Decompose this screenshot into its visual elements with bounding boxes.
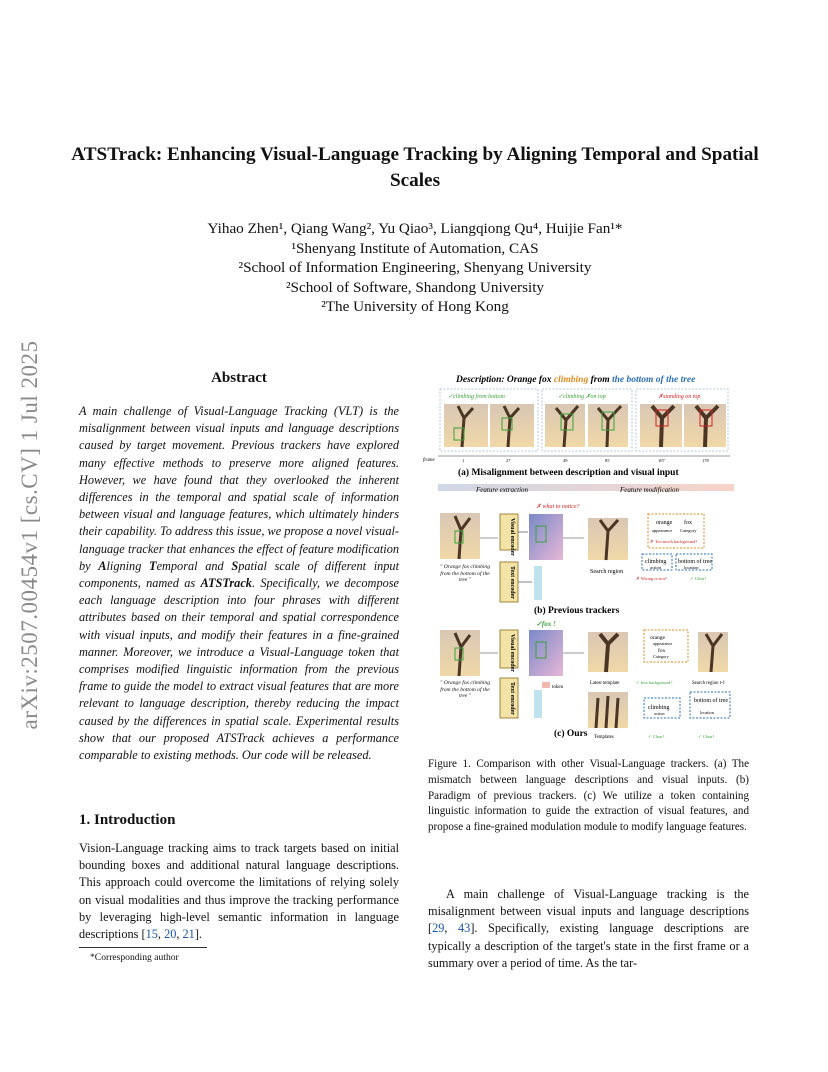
word-orange: orange <box>656 520 673 526</box>
tag-a1: ✓climbing from bottom <box>448 394 505 400</box>
intro-end: ]. <box>194 927 202 942</box>
footnote: *Corresponding author <box>90 952 179 963</box>
word-appearance: appearance <box>653 641 673 646</box>
frame-number: 107 <box>658 458 665 463</box>
token-label: token <box>552 685 564 690</box>
panel-b <box>436 503 712 616</box>
panel-a-caption: (a) Misalignment between description and visual input <box>458 468 679 478</box>
name-part: emporal and <box>156 558 232 573</box>
frame-number: 27 <box>506 458 511 463</box>
word-action: action <box>654 711 665 716</box>
fox-label: ✓fox ! <box>536 620 556 628</box>
templates-label: Templates <box>594 735 614 740</box>
abstract-text-after: . Specifically, we decompose each language description into four phrases with different attributes based on their temporal and spatial correspondence with visual inputs, and modify their features in a fine-grained manner. Moreover, we introduce a Visual-Language token that comprises modified linguistic information from the previous frame to guide the model to extract visual features that are more relevant to language description, thereby reducing the impact caused by the differences in spatial scale. Experimental results show that our proposed ATSTrack achieves a performance comparable to existing methods. Our code will be released. <box>79 576 399 763</box>
citation-link[interactable]: 29 <box>432 921 445 936</box>
right-text-after: ]. Specifically, existing language descriptions are typically a description of the target's state in the first frame or a summary over a period of time. As the tar- <box>428 921 749 970</box>
citation-link[interactable]: 21 <box>182 927 195 942</box>
word-location: location <box>700 710 714 715</box>
arxiv-stamp-text: arXiv:2507.00454v1 [cs.CV] 1 Jul 2025 <box>17 340 42 730</box>
wrong-or-not: ✗ Wrong or not? <box>636 576 667 581</box>
panel-c-caption: (c) Ours <box>554 729 588 739</box>
frame-number: 178 <box>702 458 709 463</box>
word-action: action <box>650 565 661 570</box>
word-category: Category <box>680 528 697 533</box>
introduction-heading: 1. Introduction <box>79 812 176 828</box>
clear-c2: ✓ Clear! <box>698 734 715 739</box>
what-to-notice: ✗ what to notice? <box>536 504 580 510</box>
name-letter-a: A <box>98 558 107 573</box>
quote-text-c: " Orange fox climbing from the bottom of the tree " <box>439 680 491 700</box>
frame-number: 85 <box>605 458 610 463</box>
less-background: ✓ less background ! <box>636 680 673 685</box>
citation-link[interactable]: 20 <box>164 927 177 942</box>
frame-thumbnails <box>444 404 726 447</box>
affiliation-2: ²School of Information Engineering, Shenyang University <box>238 259 592 276</box>
intro-body: Vision-Language tracking aims to track targets based on initial bounding boxes and additional natural language descriptions. This approach could overcome the limitations of relying solely on visual modalities and thus improve the tracking performance by leveraging high-level semantic information in language descriptions [ <box>79 841 399 942</box>
text-encoder-label: Text encoder <box>509 682 515 715</box>
word-appearance: appearance <box>652 528 673 533</box>
affiliation-1: ¹Shenyang Institute of Automation, CAS <box>291 239 539 257</box>
tag-a3: ✗standing on top <box>658 394 701 400</box>
paper-title: ATSTrack: Enhancing Visual-Language Tracking by Aligning Temporal and Spatial Scales <box>71 144 759 191</box>
panel-c <box>436 620 730 740</box>
right-text-before: A main challenge of Visual-Language tracking is the misalignment between visual inputs and language descriptions [ <box>428 887 749 936</box>
tag-a2: ✓climbing ✗on top <box>558 394 606 400</box>
visual-encoder-label: Visual encoder <box>509 518 515 556</box>
citation-link[interactable]: 15 <box>145 927 158 942</box>
name-letter-s: S <box>231 558 239 573</box>
abstract-text <box>79 403 399 764</box>
word-bottom-of-tree: bottom of tree <box>694 698 728 704</box>
panel-b-caption: (b) Previous trackers <box>534 606 620 616</box>
panel-a <box>423 389 730 478</box>
method-name: ATSTrack <box>200 576 252 591</box>
word-category: Category <box>653 654 669 659</box>
abstract-heading: Abstract <box>211 370 267 386</box>
frame-axis-label: frame <box>423 458 435 463</box>
search-region-label: Search region <box>590 569 624 575</box>
name-part: patial scale of different input components, named as <box>79 558 399 591</box>
word-fox: fox <box>658 648 666 654</box>
visual-encoder-label: Visual encoder <box>509 634 515 672</box>
latest-template-label: Latest template <box>590 681 620 686</box>
footnote-divider <box>79 947 207 948</box>
citation-link[interactable]: 43 <box>458 921 471 936</box>
text-encoder-label: Text encoder <box>509 566 515 599</box>
frame-number: 1 <box>462 458 465 463</box>
feature-extraction-label: Feature extraction <box>476 486 529 494</box>
word-location: location <box>684 565 699 570</box>
author-block <box>70 219 760 317</box>
frame-number: 49 <box>563 458 568 463</box>
figure-1 <box>418 368 760 744</box>
arxiv-side-stamp <box>10 320 50 750</box>
search-region-t-label: Search region t-1 <box>692 681 726 686</box>
abstract-text-before: A main challenge of Visual-Language Tracking (VLT) is the misalignment between visual inputs and language descriptions caused by target movement. Previous trackers have explored many effective methods to preserve more aligned features. However, we have found that they overlooked the inherent differences in the temporal and spatial scale of information between visual and language features, which ultimately hinders their capability. To address this issue, we propose a novel visual-language tracker that enhances the effect of feature modification by <box>79 404 399 573</box>
clear-b: ✓ Clear! <box>690 576 707 581</box>
author-line: Yihao Zhen¹, Qiang Wang², Yu Qiao³, Liangqiong Qu⁴, Huijie Fan¹* <box>207 220 623 237</box>
word-climbing: climbing <box>648 705 670 711</box>
quote-text-b: " Orange fox climbing from the bottom of the tree " <box>439 564 491 584</box>
right-column-text: A main challenge of Visual-Language tracking is the misalignment between visual inputs and language descriptions [29, 43]. Specifically, existing language descriptions are typically a description of the target's state in the first frame or a summary over a period of time. As the tar- <box>428 887 749 970</box>
clear-c1: ✓ Clear! <box>648 734 665 739</box>
word-orange: orange <box>650 635 665 641</box>
introduction-text: Vision-Language tracking aims to track targets based on initial bounding boxes and additional natural language descriptions. This approach could overcome the limitations of relying solely on visual modalities and thus improve the tracking performance by leveraging high-level semantic information in language descriptions [15, 20, 21]. <box>79 841 399 942</box>
figure-caption: Figure 1. Comparison with other Visual-Language trackers. (a) The mismatch between language descriptions and visual inputs. (b) Paradigm of previous trackers. (c) We utilize a token containing linguistic information to guide the extraction of visual features, and propose a fine-grained modulation module to modify language features. <box>428 758 749 834</box>
word-climbing: climbing <box>645 559 667 565</box>
name-letter-t: T <box>149 558 157 573</box>
too-much-bg: ✗ Too much background? <box>650 539 698 544</box>
affiliation-3: ²School of Software, Shandong University <box>285 278 545 296</box>
text-feature-bar <box>534 566 542 600</box>
word-bottom-of-tree: bottom of tree <box>678 559 712 565</box>
feature-modification-label: Feature modification <box>620 486 680 494</box>
word-fox: fox <box>684 520 692 526</box>
fig-description: Description: Orange fox climbing from the bottom of the tree <box>456 375 696 385</box>
affiliation-4: ²The University of Hong Kong <box>321 298 509 315</box>
name-part: ligning <box>106 558 150 573</box>
